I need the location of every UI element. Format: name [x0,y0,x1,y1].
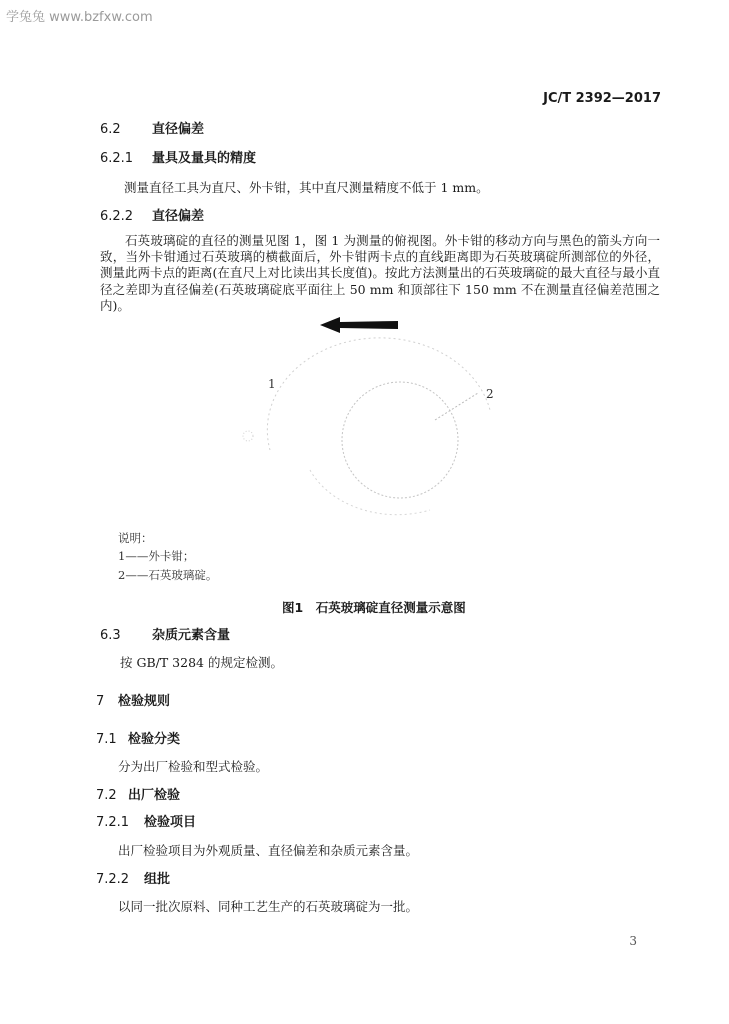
paragraph-6-3: 按 GB/T 3284 的规定检测。 [120,655,283,670]
legend-item-1: 1——外卡钳； [118,549,195,563]
section-number: 7.1 [96,732,117,747]
section-title: 出厂检验 [128,788,181,803]
section-title: 检验分类 [128,732,181,747]
section-number: 7.2.1 [96,815,130,830]
section-title: 杂质元素含量 [152,628,231,643]
paragraph-7-2-1: 出厂检验项目为外观质量、直径偏差和杂质元素含量。 [118,843,419,858]
outer-caliper-arc-lower [310,470,430,515]
heading-7-1 [96,728,180,747]
section-title: 直径偏差 [152,209,205,224]
section-number: 6.2 [100,122,121,137]
section-number: 6.3 [100,628,121,643]
outer-caliper-arc [267,338,490,450]
quartz-ingot-circle [342,382,458,498]
figure-label-2: 2 [486,387,494,401]
heading-7 [96,690,170,709]
paragraph-7-1: 分为出厂检验和型式检验。 [118,759,269,774]
section-number: 6.2.1 [100,151,134,166]
section-title: 检验规则 [118,694,171,709]
section-title: 直径偏差 [152,122,205,137]
paragraph-7-2-2: 以同一批次原料、同种工艺生产的石英玻璃碇为一批。 [118,899,419,914]
page-number: 3 [629,934,637,948]
standard-number: JC/T 2392—2017 [543,91,661,106]
heading-7-2-1 [96,811,196,830]
arrow-left-icon [320,317,398,333]
section-number: 7.2 [96,788,117,803]
section-number: 7 [96,694,105,709]
caliper-point [243,431,253,441]
paragraph-6-2-1: 测量直径工具为直尺、外卡钳，其中直尺测量精度不低于 1 mm。 [124,180,489,195]
figure-caption: 图1 石英玻璃碇直径测量示意图 [282,600,466,615]
legend-item-2: 2——石英玻璃碇。 [118,568,218,582]
heading-6-3 [100,624,230,643]
leader-line [435,393,478,420]
heading-7-2 [96,784,180,803]
section-title: 组批 [144,872,171,887]
section-number: 6.2.2 [100,209,134,224]
watermark: 学兔兔 www.bzfxw.com [6,10,153,25]
legend-title: 说明： [118,531,153,545]
heading-7-2-2 [96,868,170,887]
section-title: 量具及量具的精度 [152,151,257,166]
figure-label-1: 1 [268,377,276,391]
paragraph-6-2-2: 石英玻璃碇的直径的测量见图 1，图 1 为测量的俯视图。外卡钳的移动方向与黑色的箭头方向一致，当外卡钳通过石英玻璃的横截面后，外卡钳两卡点的直线距离即为石英玻璃碇所测部位的外径，测量此两卡点的距离(在直尺上对比读出其长度值)。按此方法测量出的石英玻璃碇的最大直径与最小直径之差即为直径偏差(石英玻璃碇底平面往上 50 mm 和顶部往下 150 mm 不在测量直径偏差范围之内)。 [100,233,660,313]
section-title: 检验项目 [144,815,197,830]
section-number: 7.2.2 [96,872,130,887]
